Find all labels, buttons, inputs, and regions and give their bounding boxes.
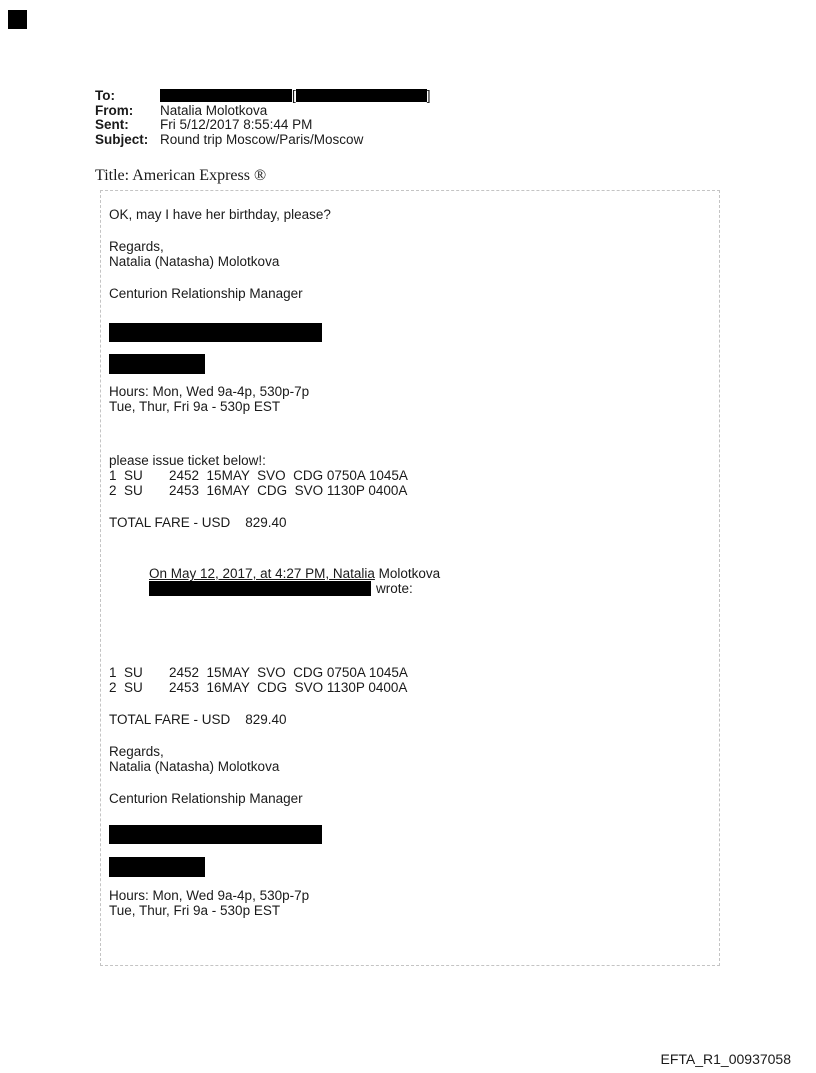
signature-role: Centurion Relationship Manager xyxy=(109,286,303,301)
email-body-box xyxy=(100,190,720,966)
quoted-hours-block xyxy=(109,888,711,918)
bates-number: EFTA_R1_00937058 xyxy=(660,1051,791,1067)
from-value: Natalia Molotkova xyxy=(160,102,268,118)
message-opening: OK, may I have her birthday, please? xyxy=(109,207,331,222)
quoted-signature-redaction-bar-small xyxy=(109,857,205,877)
subject-label: Subject: xyxy=(95,131,149,147)
signature-block xyxy=(109,239,711,269)
to-redaction-bar-2 xyxy=(296,89,427,102)
quoted-attribution xyxy=(149,566,711,597)
subject-value: Round trip Moscow/Paris/Moscow xyxy=(160,131,364,147)
to-redaction-bar-1 xyxy=(160,89,292,102)
corner-redaction-mark xyxy=(8,10,27,29)
to-label: To: xyxy=(95,88,115,103)
quoted-wrote-line xyxy=(149,581,711,597)
header-row-to xyxy=(95,89,431,104)
quoted-signature-role: Centurion Relationship Manager xyxy=(109,791,303,806)
document-title: Title: American Express ® xyxy=(95,167,267,184)
to-value xyxy=(160,89,431,104)
ticket-request-line: please issue ticket below!: xyxy=(109,453,266,468)
signature-redaction-bar-large xyxy=(109,323,322,342)
quoted-total-fare-line: TOTAL FARE - USD 829.40 xyxy=(109,712,287,727)
total-fare-line: TOTAL FARE - USD 829.40 xyxy=(109,515,287,530)
quoted-hours-line-1: Hours: Mon, Wed 9a-4p, 530p-7p xyxy=(109,888,310,903)
quoted-attribution-line xyxy=(149,566,711,581)
from-label: From: xyxy=(95,102,134,118)
quoted-attribution-underlined: On May 12, 2017, at 4:27 PM, Natalia xyxy=(149,566,375,581)
wrote-label: wrote: xyxy=(376,581,413,596)
quoted-attribution-plain: Molotkova xyxy=(374,566,441,581)
flight-segment-1: 1 SU 2452 15MAY SVO CDG 0750A 1045A xyxy=(109,468,408,483)
quoted-signature-block xyxy=(109,744,711,774)
regards-line: Regards, xyxy=(109,239,164,254)
signature-redaction-bar-small xyxy=(109,354,205,374)
hours-line-1: Hours: Mon, Wed 9a-4p, 530p-7p xyxy=(109,384,310,399)
sent-label: Sent: xyxy=(95,117,129,132)
to-bracket-open: [ xyxy=(292,88,296,103)
quoted-signature-name: Natalia (Natasha) Molotkova xyxy=(109,759,280,774)
flight-segment-2: 2 SU 2453 16MAY CDG SVO 1130P 0400A xyxy=(109,483,408,498)
quoted-email-redaction-bar xyxy=(149,581,371,596)
sent-value: Fri 5/12/2017 8:55:44 PM xyxy=(160,117,313,132)
hours-line-2: Tue, Thur, Fri 9a - 530p EST xyxy=(109,399,281,414)
header-row-from xyxy=(95,104,431,119)
quoted-hours-line-2: Tue, Thur, Fri 9a - 530p EST xyxy=(109,903,281,918)
to-bracket-close: ] xyxy=(426,88,431,103)
email-header xyxy=(95,89,431,147)
hours-block xyxy=(109,384,711,414)
quoted-flight-segment-1: 1 SU 2452 15MAY SVO CDG 0750A 1045A xyxy=(109,665,408,680)
quoted-signature-redaction-bar-large xyxy=(109,825,322,844)
quoted-regards-line: Regards, xyxy=(109,744,164,759)
header-row-subject xyxy=(95,133,431,148)
quoted-flight-segment-2: 2 SU 2453 16MAY CDG SVO 1130P 0400A xyxy=(109,680,408,695)
header-row-sent xyxy=(95,118,431,133)
signature-name: Natalia (Natasha) Molotkova xyxy=(109,254,280,269)
